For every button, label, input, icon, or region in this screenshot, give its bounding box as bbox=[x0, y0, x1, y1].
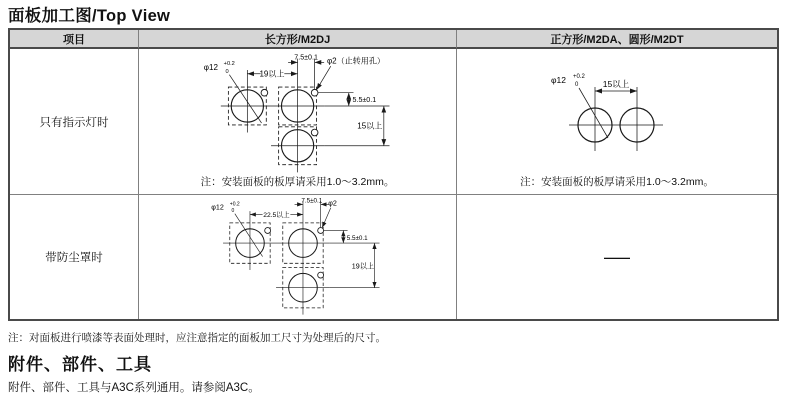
hole-phi2 bbox=[261, 89, 268, 96]
cell-indicator-square bbox=[457, 49, 777, 195]
cell-dustcover-rect bbox=[139, 195, 457, 319]
dim-label-phi2: φ2 bbox=[328, 199, 337, 208]
hole-phi2 bbox=[318, 228, 324, 234]
row-label-indicator-only: 只有指示灯时 bbox=[10, 49, 139, 195]
panel-thickness-note: 注：安装面板的板厚请采用1.0～3.2mm。 bbox=[520, 176, 714, 188]
dim-label-tol-lower: 0 bbox=[225, 68, 229, 75]
dim-label-horizontal: 15以上 bbox=[602, 79, 630, 89]
dim-label-tol-upper: +0.2 bbox=[229, 201, 240, 208]
cell-dustcover-square-empty bbox=[457, 195, 777, 319]
panel-thickness-note: 注：安装面板的板厚请采用1.0～3.2mm。 bbox=[200, 176, 395, 188]
cell-indicator-rect bbox=[139, 49, 457, 195]
drawing-indicator-square bbox=[533, 61, 758, 169]
leader-line bbox=[322, 208, 331, 228]
dim-label-vertical: 19以上 bbox=[351, 262, 375, 271]
dim-label-diameter: φ12 bbox=[203, 62, 218, 72]
row-label-dust-cover: 带防尘罩时 bbox=[10, 195, 139, 319]
drawing-indicator-rect bbox=[179, 51, 437, 178]
panel-cutout-table bbox=[8, 28, 779, 321]
dim-label-horizontal: 22.5以上 bbox=[263, 212, 290, 220]
drawing-dustcover-rect bbox=[191, 196, 420, 318]
dim-label-tol-upper: +0.2 bbox=[573, 74, 585, 80]
hole-phi2 bbox=[318, 272, 324, 278]
dim-label-diameter: φ12 bbox=[211, 203, 224, 212]
leader-line bbox=[235, 214, 263, 257]
dim-label-horizontal: 19以上 bbox=[259, 69, 285, 79]
dim-label-phi2: φ2（止转用孔） bbox=[326, 56, 385, 66]
header-cell-m2da-m2dt: 正方形/M2DA、圆形/M2DT bbox=[457, 30, 777, 49]
header-cell-item: 项目 bbox=[10, 30, 139, 49]
extension-lines bbox=[321, 201, 380, 288]
page-title: 面板加工图/Top View bbox=[8, 7, 171, 25]
header-cell-m2dj: 长方形/M2DJ bbox=[139, 30, 457, 49]
dim-label-diameter: φ12 bbox=[551, 75, 566, 85]
dim-label-tol-lower: 0 bbox=[575, 82, 579, 88]
section-title-accessories: 附件、部件、工具 bbox=[8, 355, 152, 374]
section-text-accessories: 附件、部件、工具与A3C系列通用。请参阅A3C。 bbox=[8, 382, 260, 394]
hole-phi2 bbox=[265, 228, 271, 234]
dim-label-hole-v: 5.5±0.1 bbox=[346, 234, 368, 242]
dim-label-hole-h: 7.5±0.1 bbox=[294, 53, 318, 62]
dim-label-tol-lower: 0 bbox=[231, 207, 235, 214]
dim-label-vertical: 15以上 bbox=[357, 121, 383, 131]
not-applicable-dash: —— bbox=[604, 249, 630, 265]
hole-phi2 bbox=[311, 129, 318, 136]
center-lines bbox=[569, 87, 663, 151]
hole-phi2 bbox=[311, 89, 318, 96]
dim-label-hole-v: 5.5±0.1 bbox=[352, 96, 377, 105]
dim-label-tol-upper: +0.2 bbox=[223, 61, 235, 68]
leader-line bbox=[317, 66, 331, 90]
table-footnote: 注：对面板进行喷漆等表面处理时，应注意指定的面板加工尺寸为处理后的尺寸。 bbox=[8, 332, 386, 344]
dim-label-hole-h: 7.5±0.1 bbox=[301, 197, 323, 205]
